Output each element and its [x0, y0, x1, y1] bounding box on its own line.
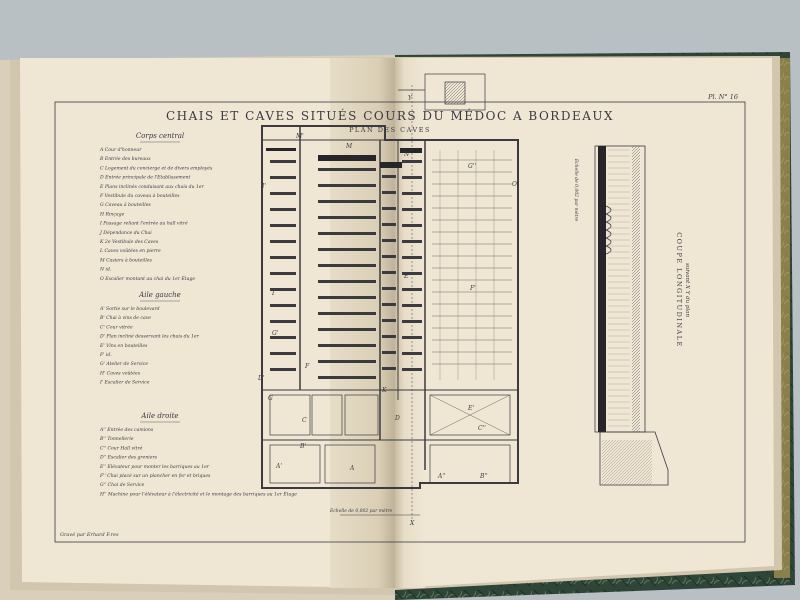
plan-letter: G	[268, 395, 273, 402]
vault-row	[270, 272, 296, 275]
vault-row	[270, 192, 296, 195]
vault-row	[270, 352, 296, 355]
plan-letter: I	[272, 290, 275, 297]
legend-item: D Entrée principale de l'Etablissement	[100, 175, 191, 181]
plan-letter: B'	[300, 443, 307, 450]
legend-item: M Casiers à bouteilles	[100, 258, 152, 264]
vault-row	[382, 335, 396, 338]
legend-item: B Entrée des bureaux	[100, 157, 151, 163]
vault-row	[382, 191, 396, 194]
vault-row	[382, 239, 396, 242]
vault-row	[382, 367, 396, 370]
plan-letter: A'	[276, 463, 282, 470]
vault-row	[318, 360, 376, 363]
plan-letter: F	[305, 363, 310, 370]
legend-item: F'' Chai placé sur un plancher en fer et briques	[100, 474, 211, 479]
plan-letter: D	[395, 415, 400, 422]
legend-item: C Logement du concierge et de divers employés	[100, 166, 213, 172]
vault-row	[270, 176, 296, 179]
section-subtitle: suivant X Y du plan	[684, 263, 690, 317]
vault-row	[382, 255, 396, 258]
plan-letter: O	[512, 181, 517, 188]
vault-row	[318, 200, 376, 203]
plan-letter: I'	[262, 183, 267, 190]
vault-row	[382, 319, 396, 322]
vault-row	[318, 232, 376, 235]
plan-letter: E	[404, 273, 409, 280]
vault-row	[382, 223, 396, 226]
legend-item: A Cour d'honneur	[100, 148, 142, 153]
vault-row	[270, 256, 296, 259]
legend-item: G Caveau à bouteilles	[100, 203, 151, 209]
legend-item: H Rinçage	[100, 212, 125, 218]
vault-row	[382, 175, 396, 178]
vault-row	[382, 207, 396, 210]
plan-label: PLAN DES CAVES	[349, 126, 431, 134]
vault-row	[382, 303, 396, 306]
plan-letter: A	[350, 465, 355, 472]
legend-item: G'' Chai de Service	[100, 483, 145, 489]
vault-row	[318, 216, 376, 219]
plan-letter: M'	[296, 133, 304, 140]
plan-letter: G''	[468, 163, 477, 170]
vault-row	[270, 304, 296, 307]
plan-letter: K	[382, 387, 387, 394]
legend-item: E Plans inclinés conduisant aux chais du 1er	[100, 184, 204, 190]
legend-item: H'' Machine pour l'élévateur à l'électricité et le montage des barriques au 1er Étage	[100, 492, 297, 498]
legend-item: C' Cour vitrée	[100, 325, 133, 331]
plan-scale-text: Echelle de 0,002 par mètre	[330, 509, 393, 514]
legend-item: O Escalier montant au chai du 1er Étage	[100, 276, 196, 282]
plan-letter: A''	[438, 473, 446, 480]
plate-number: Pl. N° 16	[708, 93, 738, 101]
plan-letter: Y	[408, 95, 412, 102]
engraver-credit: Gravé par Erhard F.res	[60, 532, 119, 538]
legend-item: L Caves voûtées en pierre	[100, 249, 161, 255]
vault-row	[318, 376, 376, 379]
legend-item: A'' Entrée des camions	[100, 428, 154, 433]
plan-letter: C	[302, 417, 307, 424]
vault-row	[318, 296, 376, 299]
legend-item: E' Vins en bouteilles	[100, 343, 148, 349]
legend-item: J Dépendance du Chai	[100, 230, 152, 236]
vault-row	[382, 271, 396, 274]
legend-item: I Passage reliant l'entrée au hall vitré	[100, 221, 188, 227]
legend-item: N id.	[100, 267, 112, 273]
legend-heading-central: Corps central	[135, 132, 185, 140]
legend-heading-right: Aile droite	[141, 412, 179, 420]
plan-letter: G'	[272, 330, 279, 337]
legend-item: K 2e Vestibule des Caves	[100, 240, 159, 245]
legend-item: G' Atelier de Service	[100, 362, 149, 368]
legend-item: F' id.	[100, 353, 112, 358]
vault-row	[270, 240, 296, 243]
section-scale-text: Echelle de 0,002 par mètre	[573, 158, 578, 222]
vault-row	[270, 160, 296, 163]
legend-item: A' Sortie sur le boulevard	[100, 307, 160, 312]
legend-item: F Vestibule du caveau à bouteilles	[100, 194, 180, 199]
vault-row	[318, 280, 376, 283]
plan-letter: N	[404, 151, 410, 158]
plan-letter: D'	[258, 375, 265, 382]
legend-item: H' Caves voûtées	[100, 371, 141, 377]
legend-item: I' Escalier de Service	[100, 380, 150, 386]
vault-row	[270, 208, 296, 211]
plan-letter: B''	[480, 473, 488, 480]
vault-row	[270, 368, 296, 371]
vault-row	[318, 344, 376, 347]
legend-item: B' Chai à vins de cave	[100, 316, 152, 322]
legend-item: D' Plan incliné desservant les chais du 1er	[100, 334, 199, 340]
legend-item: D'' Escalier des greniers	[100, 455, 158, 461]
legend-item: C'' Cour Hall vitré	[100, 446, 143, 452]
legend-heading-left: Aile gauche	[139, 291, 181, 299]
plan-letter: X	[410, 520, 415, 527]
vault-row	[318, 328, 376, 331]
vault-row	[318, 168, 376, 171]
vault-row	[382, 287, 396, 290]
vault-row	[318, 312, 376, 315]
plan-letter: F'	[470, 285, 476, 292]
plan-letter: M	[346, 143, 353, 150]
vault-row	[382, 351, 396, 354]
section-title: COUPE LONGITUDINALE	[675, 232, 683, 348]
vault-row	[318, 248, 376, 251]
legend-item: B'' Tonnellerie	[100, 437, 134, 443]
vault-row	[318, 264, 376, 267]
vault-row	[270, 320, 296, 323]
vault-row	[318, 184, 376, 187]
plan-letter: C''	[478, 425, 486, 432]
plan-letter: E'	[468, 405, 475, 412]
right-page	[395, 58, 774, 588]
legend-item: E'' Elévateur pour monter les barriques au 1er	[100, 464, 209, 470]
vault-row	[270, 224, 296, 227]
plate-title: CHAIS ET CAVES SITUÉS COURS DU MÉDOC A BORDEAUX	[165, 109, 615, 123]
